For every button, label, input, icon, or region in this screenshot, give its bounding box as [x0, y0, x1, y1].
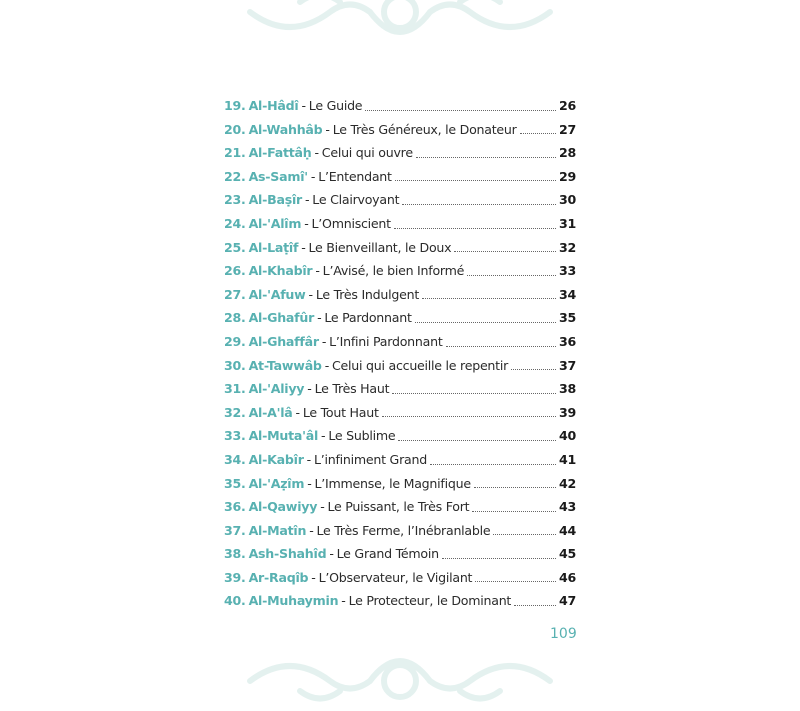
bottom-ornament-icon [230, 641, 570, 711]
entry-meaning: Le Bienveillant, le Doux [308, 239, 452, 255]
entry-meaning: L’Infini Pardonnant [329, 333, 443, 349]
entry-separator: - [306, 451, 311, 467]
entry-separator: - [301, 98, 306, 113]
entry-page: 28 [558, 145, 576, 161]
entry-number: 25. [224, 239, 246, 255]
toc-entry [224, 212, 576, 236]
toc-entry [224, 236, 576, 260]
entry-number: 34. [224, 451, 246, 467]
divine-name: Al-Ghafûr [248, 310, 315, 326]
toc-entry [224, 141, 576, 165]
entry-number: 19. [224, 98, 246, 113]
entry-number: 29. [224, 333, 246, 349]
entry-meaning: Le Très Ferme, l’Inébranlable [316, 522, 491, 538]
entry-page: 31 [558, 215, 576, 231]
entry-page: 37 [558, 357, 576, 373]
entry-number: 26. [224, 263, 246, 279]
dot-leader [472, 510, 556, 512]
entry-page: 39 [558, 404, 576, 420]
entry-number: 35. [224, 475, 246, 491]
entry-number: 40. [224, 593, 246, 609]
entry-meaning: L’Immense, le Magnifique [314, 475, 471, 491]
table-of-contents [224, 94, 576, 613]
entry-number: 31. [224, 381, 246, 397]
entry-separator: - [295, 404, 300, 420]
entry-number: 32. [224, 404, 246, 420]
entry-separator: - [325, 121, 330, 137]
dot-leader [402, 203, 556, 205]
entry-number: 22. [224, 168, 246, 184]
page-number: 109 [550, 626, 577, 642]
top-ornament-icon [230, 0, 570, 52]
toc-entry [224, 519, 576, 543]
dot-leader [416, 156, 556, 158]
entry-separator: - [301, 239, 306, 255]
entry-meaning: L’infiniment Grand [313, 451, 427, 467]
divine-name: Al-Baṣîr [248, 192, 302, 208]
entry-page: 44 [558, 522, 576, 538]
toc-entry [224, 330, 576, 354]
divine-name: Al-Laṭîf [248, 239, 299, 255]
entry-separator: - [310, 168, 316, 184]
divine-name: At-Tawwâb [248, 357, 322, 373]
toc-entry [224, 188, 576, 212]
entry-separator: - [311, 569, 316, 585]
entry-separator: - [309, 522, 314, 538]
dot-leader [442, 557, 556, 559]
dot-leader [475, 580, 556, 582]
entry-page: 36 [558, 333, 576, 349]
entry-number: 30. [224, 357, 246, 373]
dot-leader [365, 109, 556, 111]
toc-entry [224, 306, 576, 330]
divine-name: Al-'Aliyy [248, 381, 305, 397]
entry-meaning: Le Pardonnant [324, 310, 412, 326]
divine-name: Al-A'lâ [248, 404, 293, 420]
dot-leader [398, 439, 556, 441]
entry-separator: - [329, 546, 334, 562]
toc-entry [224, 354, 576, 378]
dot-leader [395, 179, 556, 181]
entry-page: 33 [558, 263, 576, 279]
entry-meaning: Celui qui accueille le repentir [332, 357, 509, 373]
entry-meaning: Le Protecteur, le Dominant [348, 593, 512, 609]
dot-leader [446, 345, 556, 347]
entry-page: 41 [558, 451, 576, 467]
dot-leader [430, 463, 556, 465]
entry-number: 20. [224, 121, 246, 137]
entry-page: 30 [558, 192, 576, 208]
entry-number: 38. [224, 546, 246, 562]
dot-leader [392, 392, 556, 394]
divine-name: Al-Hâdî [248, 98, 299, 113]
entry-meaning: Le Puissant, le Très Fort [327, 499, 470, 515]
entry-number: 28. [224, 310, 246, 326]
dot-leader [394, 227, 556, 229]
entry-number: 33. [224, 428, 246, 444]
divine-name: Al-Kabîr [248, 451, 304, 467]
divine-name: Al-Fattâḥ [248, 145, 312, 161]
toc-entry [224, 401, 576, 425]
toc-entry [224, 472, 576, 496]
entry-meaning: Le Tout Haut [302, 404, 379, 420]
entry-meaning: Le Très Indulgent [315, 286, 420, 302]
divine-name: Ash-Shahîd [248, 546, 327, 562]
entry-meaning: L’Omniscient [311, 215, 391, 231]
dot-leader [493, 533, 556, 535]
entry-separator: - [320, 499, 325, 515]
entry-number: 23. [224, 192, 246, 208]
divine-name: Al-Muhaymin [248, 593, 339, 609]
toc-entry [224, 377, 576, 401]
divine-name: Al-'Alîm [248, 215, 302, 231]
dot-leader [422, 297, 556, 299]
entry-separator: - [317, 310, 322, 326]
entry-page: 42 [558, 475, 576, 491]
entry-number: 24. [224, 215, 246, 231]
entry-meaning: Le Guide [308, 98, 363, 113]
entry-meaning: Celui qui ouvre [321, 145, 413, 161]
entry-separator: - [304, 192, 310, 208]
entry-page: 43 [558, 499, 576, 515]
toc-entry [224, 542, 576, 566]
dot-leader [511, 368, 556, 370]
toc-entry [224, 94, 576, 118]
dot-leader [382, 415, 556, 417]
entry-separator: - [341, 593, 346, 609]
toc-entry [224, 566, 576, 590]
entry-number: 37. [224, 522, 246, 538]
entry-number: 21. [224, 145, 246, 161]
toc-entry [224, 118, 576, 142]
divine-name: Al-Wahhâb [248, 121, 323, 137]
entry-separator: - [324, 357, 329, 373]
divine-name: Al-Muta'âl [248, 428, 319, 444]
toc-entry [224, 448, 576, 472]
entry-separator: - [315, 263, 320, 279]
entry-meaning: Le Très Généreux, le Donateur [332, 121, 517, 137]
toc-entry [224, 495, 576, 519]
divine-name: Al-'Aẓîm [248, 475, 305, 491]
entry-meaning: Le Très Haut [314, 381, 390, 397]
divine-name: Al-'Afuw [248, 286, 306, 302]
entry-meaning: Le Clairvoyant [312, 192, 400, 208]
divine-name: Al-Khabîr [248, 263, 313, 279]
entry-page: 46 [558, 569, 576, 585]
divine-name: Al-Matîn [248, 522, 307, 538]
entry-separator: - [308, 286, 313, 302]
dot-leader [454, 250, 556, 252]
entry-page: 29 [558, 168, 576, 184]
toc-entry [224, 165, 576, 189]
dot-leader [514, 604, 556, 606]
toc-entry [224, 259, 576, 283]
entry-number: 36. [224, 499, 246, 515]
toc-entry [224, 283, 576, 307]
dot-leader [474, 486, 556, 488]
entry-page: 47 [558, 593, 576, 609]
dot-leader [520, 132, 556, 134]
entry-number: 39. [224, 569, 246, 585]
divine-name: As-Samî' [248, 168, 308, 184]
divine-name: Al-Qawiyy [248, 499, 318, 515]
entry-separator: - [321, 333, 327, 349]
entry-page: 32 [558, 239, 576, 255]
toc-entry [224, 424, 576, 448]
entry-number: 27. [224, 286, 246, 302]
dot-leader [467, 274, 556, 276]
entry-page: 45 [558, 546, 576, 562]
entry-separator: - [307, 381, 312, 397]
entry-page: 34 [558, 286, 576, 302]
entry-page: 26 [558, 98, 576, 113]
entry-meaning: Le Sublime [328, 428, 396, 444]
entry-page: 35 [558, 310, 576, 326]
entry-separator: - [321, 428, 326, 444]
entry-separator: - [304, 215, 309, 231]
entry-page: 27 [558, 121, 576, 137]
divine-name: Al-Ghaffâr [248, 333, 319, 349]
entry-meaning: L’Observateur, le Vigilant [318, 569, 473, 585]
entry-page: 40 [558, 428, 576, 444]
entry-separator: - [307, 475, 312, 491]
entry-meaning: L’Entendant [318, 168, 392, 184]
toc-entry [224, 589, 576, 613]
dot-leader [415, 321, 556, 323]
entry-meaning: Le Grand Témoin [336, 546, 439, 562]
entry-separator: - [314, 145, 319, 161]
entry-meaning: L’Avisé, le bien Informé [322, 263, 465, 279]
divine-name: Ar-Raqîb [248, 569, 309, 585]
entry-page: 38 [558, 381, 576, 397]
